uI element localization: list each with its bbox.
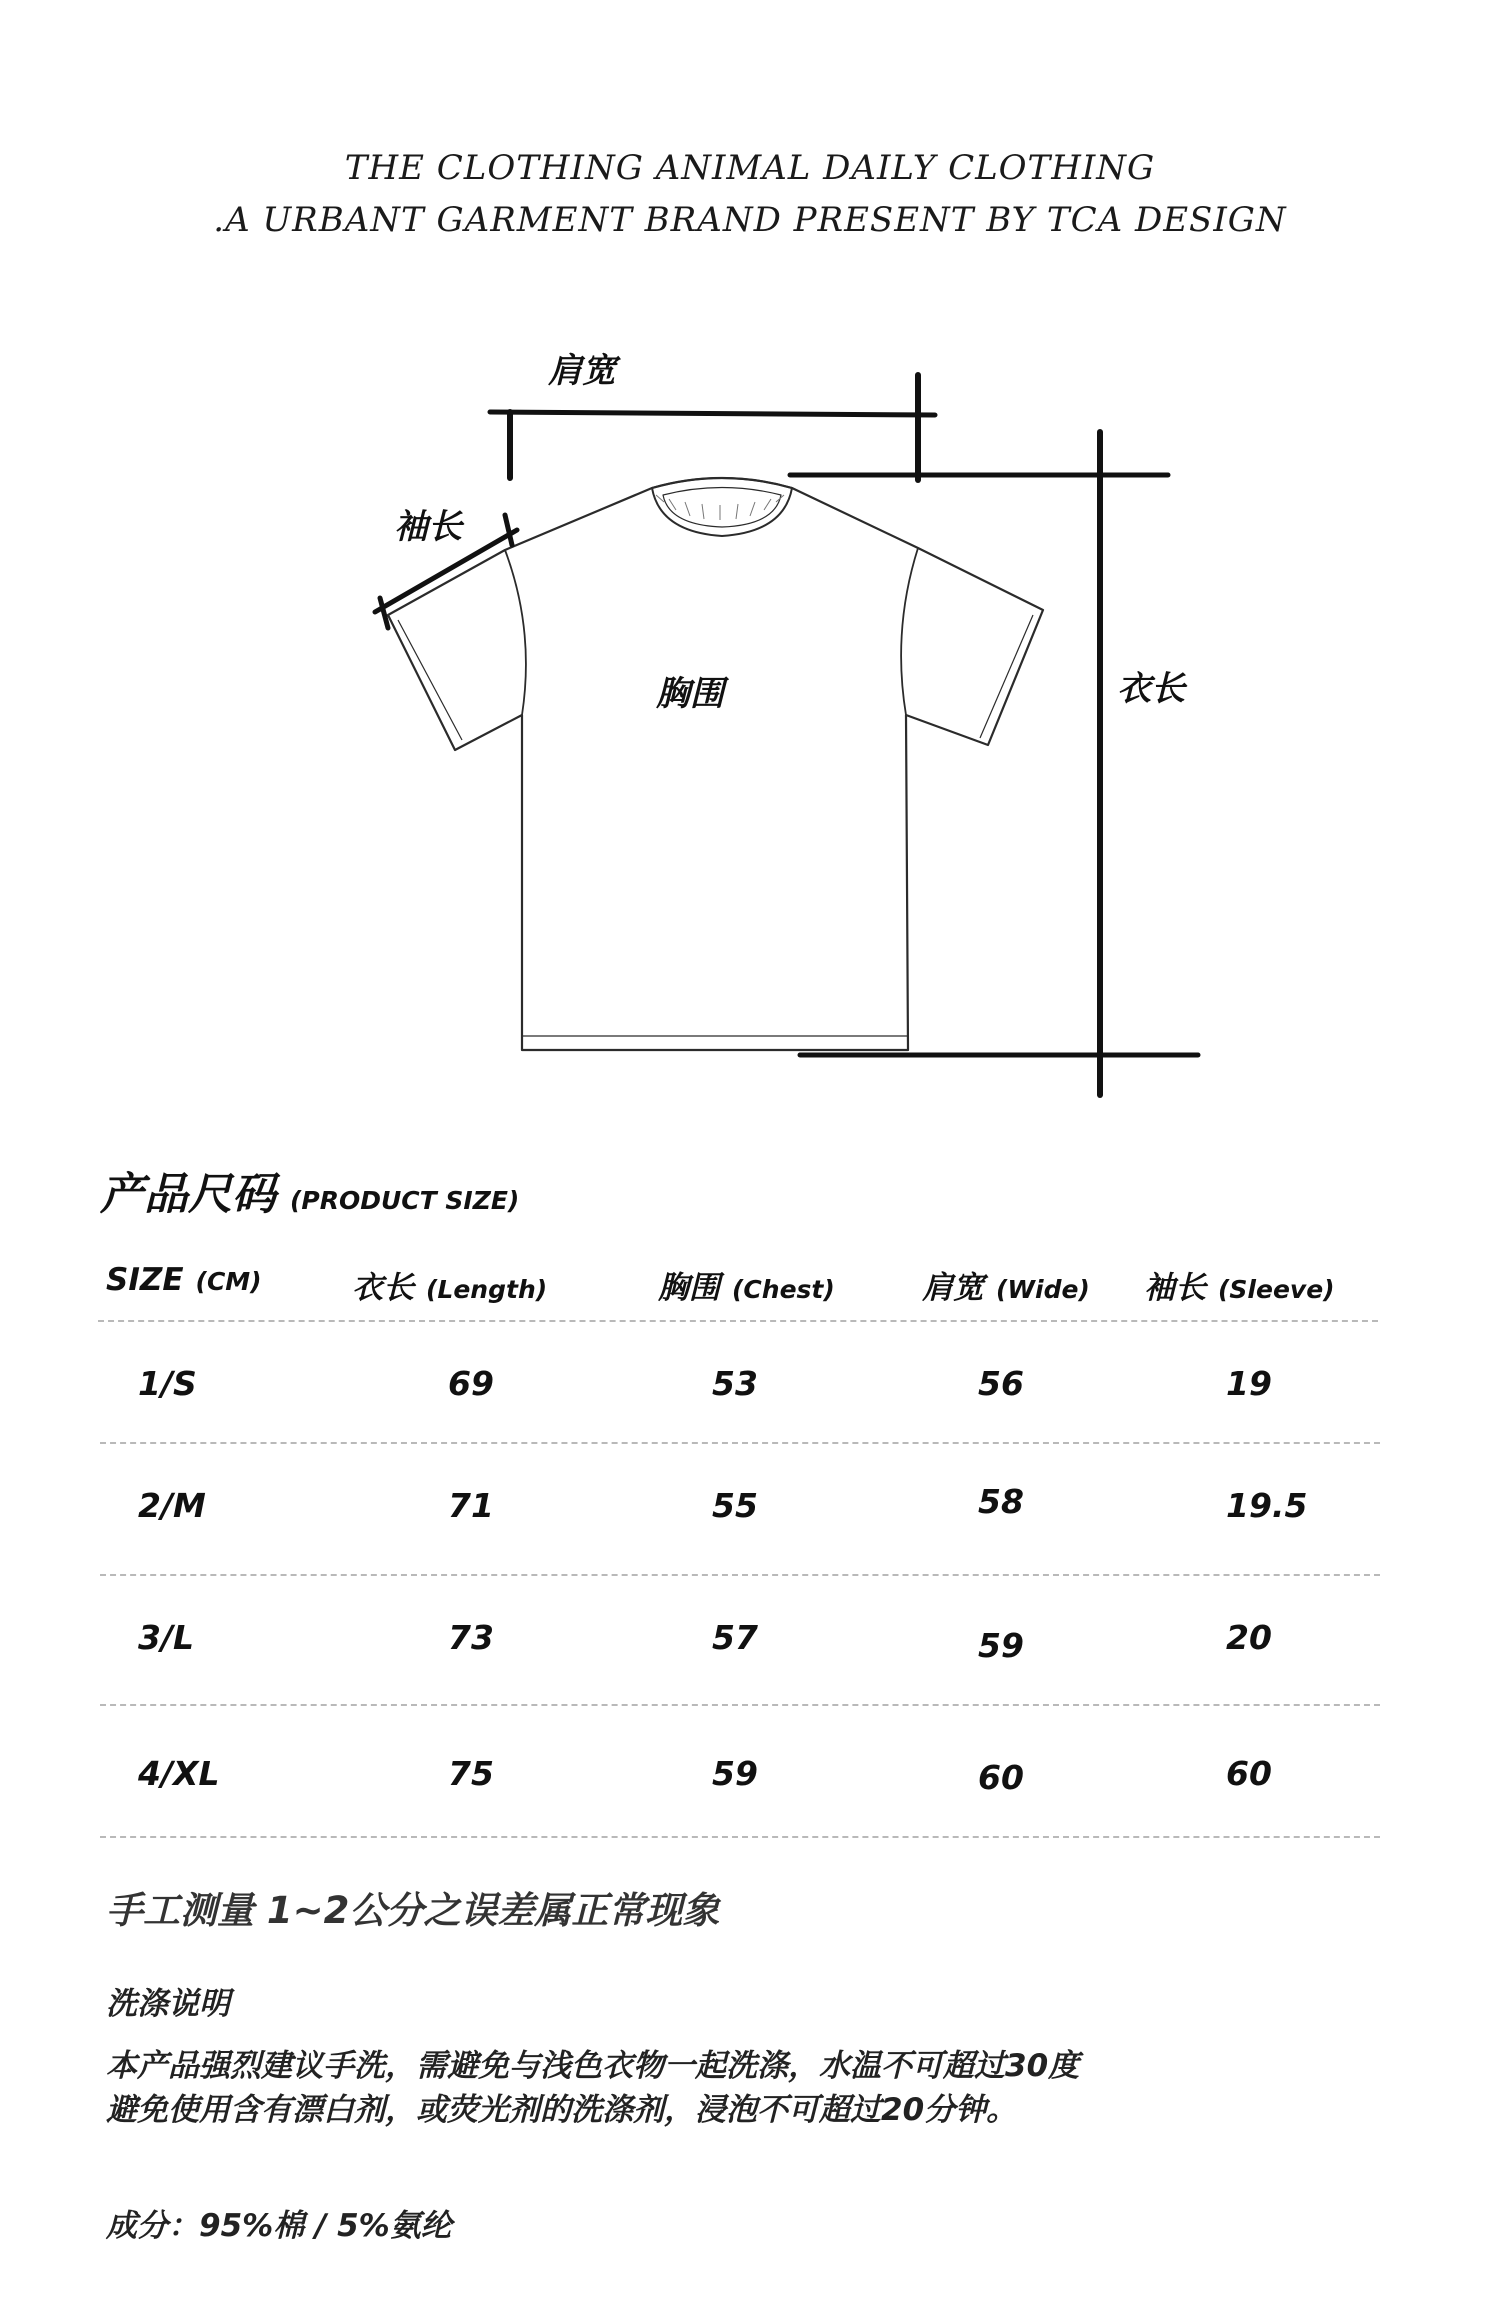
cell-length: 73 bbox=[448, 1618, 494, 1657]
length-measure-line bbox=[790, 432, 1198, 1095]
header-sleeve bbox=[1144, 1262, 1335, 1307]
cell-wide: 56 bbox=[978, 1364, 1024, 1403]
table-row bbox=[100, 1322, 1380, 1444]
cell-chest: 57 bbox=[712, 1618, 758, 1657]
header-chest-en: (Chest) bbox=[732, 1275, 835, 1304]
shoulder-label: 肩宽 bbox=[548, 351, 616, 391]
product-size-title-en: (PRODUCT SIZE) bbox=[290, 1186, 520, 1215]
cell-sleeve: 60 bbox=[1226, 1754, 1272, 1793]
brand-line-2: .A URBANT GARMENT BRAND PRESENT BY TCA DESIGN bbox=[213, 200, 1287, 240]
cell-chest: 53 bbox=[712, 1364, 758, 1403]
header-chest-zh: 胸围 bbox=[658, 1270, 720, 1306]
product-size-title bbox=[100, 1158, 519, 1222]
table-row bbox=[100, 1444, 1380, 1576]
cell-chest: 59 bbox=[712, 1754, 758, 1793]
wash-instructions-line-2: 避免使用含有漂白剂，或荧光剂的洗涤剂，浸泡不可超过20分钟。 bbox=[106, 2092, 1018, 2128]
cell-sleeve: 19.5 bbox=[1226, 1486, 1308, 1525]
product-size-title-zh: 产品尺码 bbox=[100, 1169, 276, 1220]
size-table-header bbox=[100, 1250, 1380, 1320]
tshirt-outline bbox=[388, 478, 1043, 1050]
cell-sleeve: 20 bbox=[1226, 1618, 1272, 1657]
header-size-en: (CM) bbox=[195, 1267, 262, 1296]
header-wide-en: (Wide) bbox=[996, 1275, 1090, 1304]
header-length-zh: 衣长 bbox=[352, 1270, 414, 1306]
header-size-zh: SIZE bbox=[106, 1262, 184, 1298]
cell-length: 69 bbox=[448, 1364, 494, 1403]
cell-sleeve: 19 bbox=[1226, 1364, 1272, 1403]
header-sleeve-en: (Sleeve) bbox=[1218, 1275, 1335, 1304]
wash-instructions-title: 洗涤说明 bbox=[106, 1986, 230, 2022]
header-wide-zh: 肩宽 bbox=[922, 1270, 984, 1306]
header-size bbox=[106, 1262, 262, 1298]
cell-size: 4/XL bbox=[138, 1754, 220, 1793]
header-sleeve-zh: 袖长 bbox=[1144, 1270, 1206, 1306]
cell-size: 3/L bbox=[138, 1618, 195, 1657]
sleeve-label: 袖长 bbox=[394, 507, 462, 547]
header-length-en: (Length) bbox=[426, 1275, 548, 1304]
brand-line-1: THE CLOTHING ANIMAL DAILY CLOTHING bbox=[344, 148, 1156, 188]
cell-chest: 55 bbox=[712, 1486, 758, 1525]
cell-length: 71 bbox=[448, 1486, 494, 1525]
table-row bbox=[100, 1706, 1380, 1838]
cell-size: 2/M bbox=[138, 1486, 206, 1525]
header-length bbox=[352, 1262, 547, 1307]
tshirt-measurement-diagram bbox=[0, 320, 1500, 1120]
cell-length: 75 bbox=[448, 1754, 494, 1793]
size-table bbox=[100, 1250, 1380, 1838]
length-label: 衣长 bbox=[1117, 669, 1185, 709]
header-chest bbox=[658, 1262, 835, 1307]
cell-size: 1/S bbox=[138, 1364, 197, 1403]
measurement-note: 手工测量 1~2公分之误差属正常现象 bbox=[106, 1889, 720, 1932]
table-row bbox=[100, 1576, 1380, 1706]
wash-instructions-line-1: 本产品强烈建议手洗，需避免与浅色衣物一起洗涤，水温不可超过30度 bbox=[106, 2048, 1080, 2084]
cell-wide: 58 bbox=[978, 1482, 1024, 1521]
tshirt-collar-texture bbox=[656, 495, 784, 520]
chest-label: 胸围 bbox=[656, 674, 724, 714]
material-composition: 成分：95%棉 / 5%氨纶 bbox=[106, 2208, 452, 2244]
header-wide bbox=[922, 1262, 1090, 1307]
cell-wide: 59 bbox=[978, 1626, 1024, 1665]
cell-wide: 60 bbox=[978, 1758, 1024, 1797]
